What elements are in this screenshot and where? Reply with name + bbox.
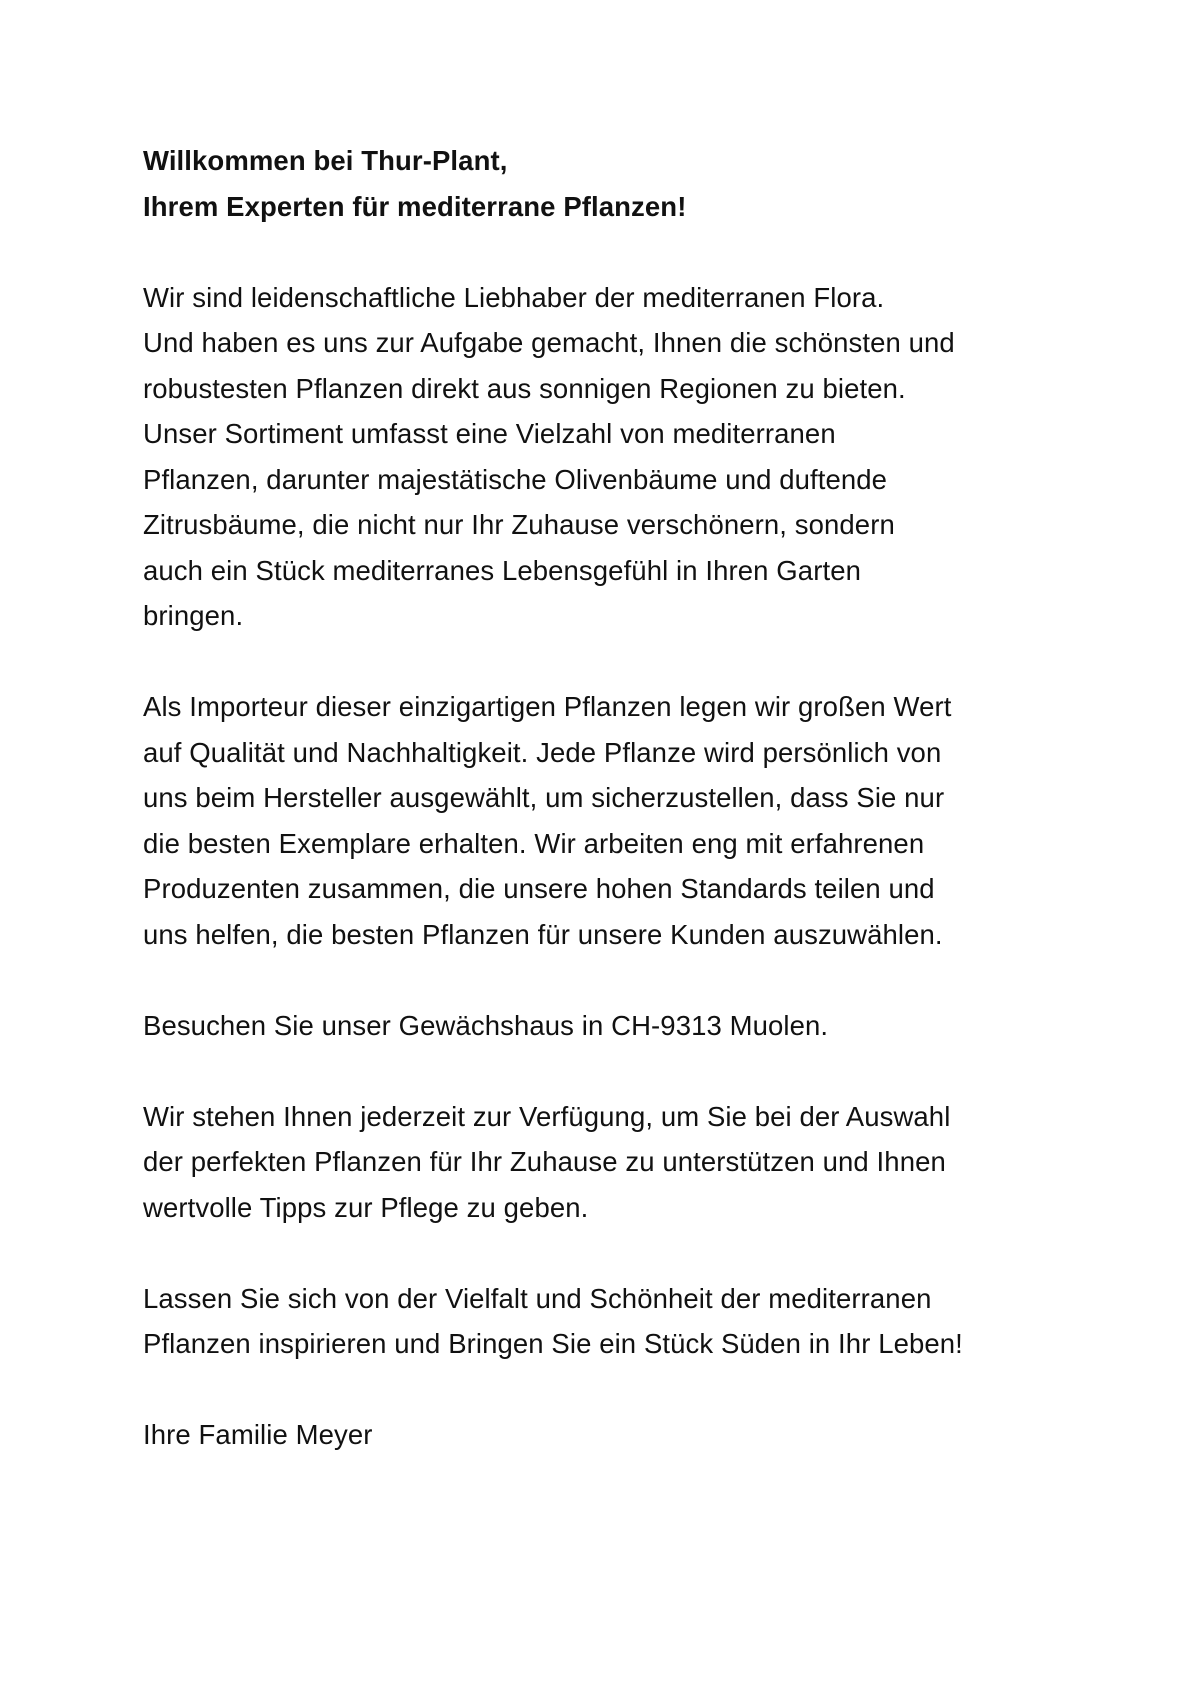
text-line: wertvolle Tipps zur Pflege zu geben. <box>143 1191 589 1223</box>
letter-body <box>143 138 1063 1458</box>
text-line: Besuchen Sie unser Gewächshaus in CH-9313 Muolen. <box>143 1009 829 1041</box>
paragraph-quality <box>143 684 1063 957</box>
text-line: die besten Exemplare erhalten. Wir arbeiten eng mit erfahrenen <box>143 827 925 859</box>
text-line: der perfekten Pflanzen für Ihr Zuhause zu unterstützen und Ihnen <box>143 1146 946 1177</box>
paragraph-visit <box>143 1003 1063 1049</box>
text-line: uns beim Hersteller ausgewählt, um sicherzustellen, dass Sie nur <box>143 782 945 813</box>
text-line: uns helfen, die besten Pflanzen für unsere Kunden auszuwählen. <box>143 918 943 950</box>
text-line: Pflanzen inspirieren und Bringen Sie ein Stück Süden in Ihr Leben! <box>143 1328 963 1359</box>
signature <box>143 1412 1063 1458</box>
text-line: Pflanzen, darunter majestätische Olivenbäume und duftende <box>143 463 888 495</box>
paragraph-spacer <box>143 229 1063 275</box>
signature-line: Ihre Familie Meyer <box>143 1419 373 1450</box>
paragraph-intro <box>143 275 1063 639</box>
paragraph-spacer <box>143 1367 1063 1413</box>
paragraph-support <box>143 1094 1063 1231</box>
heading-line-1: Willkommen bei Thur-Plant, <box>143 145 508 176</box>
text-line: Zitrusbäume, die nicht nur Ihr Zuhause verschönern, sondern <box>143 509 895 540</box>
text-line: Und haben es uns zur Aufgabe gemacht, Ihnen die schönsten und <box>143 327 955 358</box>
text-line: Als Importeur dieser einzigartigen Pflanzen legen wir großen Wert <box>143 691 952 722</box>
heading-line-2: Ihrem Experten für mediterrane Pflanzen! <box>143 190 687 222</box>
text-line: bringen. <box>143 600 244 631</box>
paragraph-spacer <box>143 957 1063 1003</box>
paragraph-spacer <box>143 639 1063 685</box>
text-line: Produzenten zusammen, die unsere hohen Standards teilen und <box>143 873 935 904</box>
text-line: auch ein Stück mediterranes Lebensgefühl in Ihren Garten <box>143 554 861 586</box>
text-line: auf Qualität und Nachhaltigkeit. Jede Pflanze wird persönlich von <box>143 736 942 768</box>
paragraph-spacer <box>143 1230 1063 1276</box>
letter-heading <box>143 138 1063 229</box>
paragraph-closing <box>143 1276 1063 1367</box>
text-line: Unser Sortiment umfasst eine Vielzahl von mediterranen <box>143 418 836 449</box>
paragraph-spacer <box>143 1048 1063 1094</box>
text-line: Lassen Sie sich von der Vielfalt und Schönheit der mediterranen <box>143 1282 932 1314</box>
text-line: Wir stehen Ihnen jederzeit zur Verfügung, um Sie bei der Auswahl <box>143 1100 951 1132</box>
text-line: Wir sind leidenschaftliche Liebhaber der mediterranen Flora. <box>143 281 885 313</box>
text-line: robustesten Pflanzen direkt aus sonnigen Regionen zu bieten. <box>143 372 906 404</box>
